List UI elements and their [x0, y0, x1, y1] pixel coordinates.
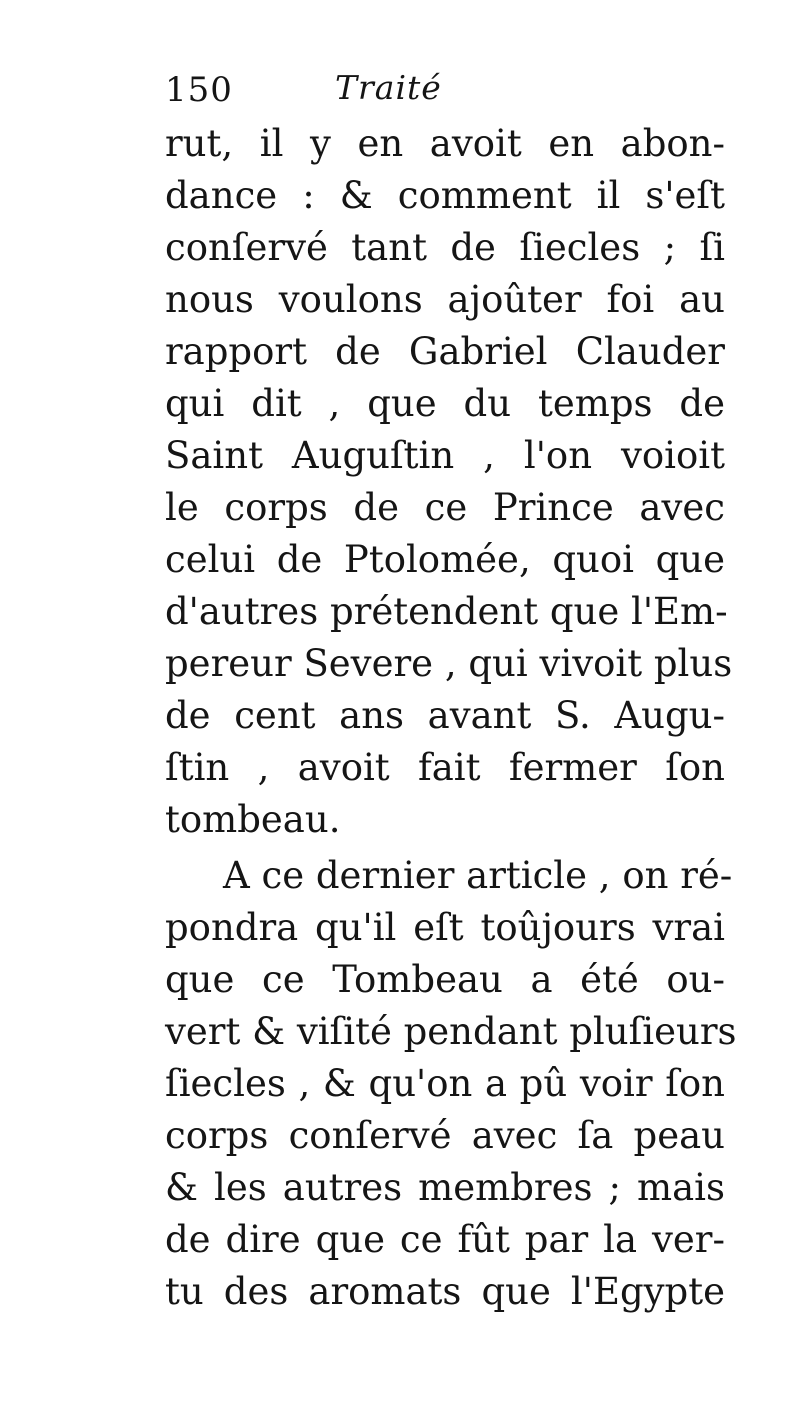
text-line: de cent ans avant S. Augu-: [165, 694, 725, 737]
text-line: conſervé tant de ſiecles ; ſi: [165, 226, 725, 269]
text-line: corps conſervé avec ſa peau: [165, 1114, 725, 1157]
text-line: ſtin , avoit fait fermer ſon: [165, 746, 725, 789]
page-number: 150: [165, 70, 233, 110]
text-line: le corps de ce Prince avec: [165, 486, 725, 529]
text-line: tu des aromats que l'Egypte: [165, 1270, 725, 1313]
text-line: nous voulons ajoûter foi au: [165, 278, 725, 321]
text-line: qui dit , que du temps de: [165, 382, 725, 425]
running-title: Traité: [335, 68, 442, 107]
text-line: vert & viſité pendant pluſieurs: [165, 1010, 737, 1053]
text-line: pondra qu'il eſt toûjours vrai: [165, 906, 725, 949]
text-line: A ce dernier article , on ré-: [223, 854, 733, 897]
paragraph-2: [165, 850, 737, 1318]
text-line: rut, il y en avoit en abon-: [165, 122, 725, 165]
text-line: dance : & comment il s'eſt: [165, 174, 725, 217]
text-line: Saint Auguſtin , l'on voioit: [165, 434, 725, 477]
text-line: & les autres membres ; mais: [165, 1166, 725, 1209]
text-line: ſiecles , & qu'on a pû voir ſon: [165, 1062, 725, 1105]
text-line: de dire que ce fût par la ver-: [165, 1218, 725, 1261]
text-line: celui de Ptolomée, quoi que: [165, 538, 725, 581]
text-line: que ce Tombeau a été ou-: [165, 958, 725, 1001]
paragraph-1: [165, 118, 733, 846]
running-head: [165, 70, 725, 118]
body-text: [165, 118, 737, 1318]
text-line: rapport de Gabriel Clauder: [165, 330, 725, 373]
text-line: d'autres prétendent que l'Em-: [165, 590, 728, 633]
text-line: tombeau.: [165, 798, 341, 841]
text-line: pereur Severe , qui vivoit plus: [165, 642, 733, 685]
